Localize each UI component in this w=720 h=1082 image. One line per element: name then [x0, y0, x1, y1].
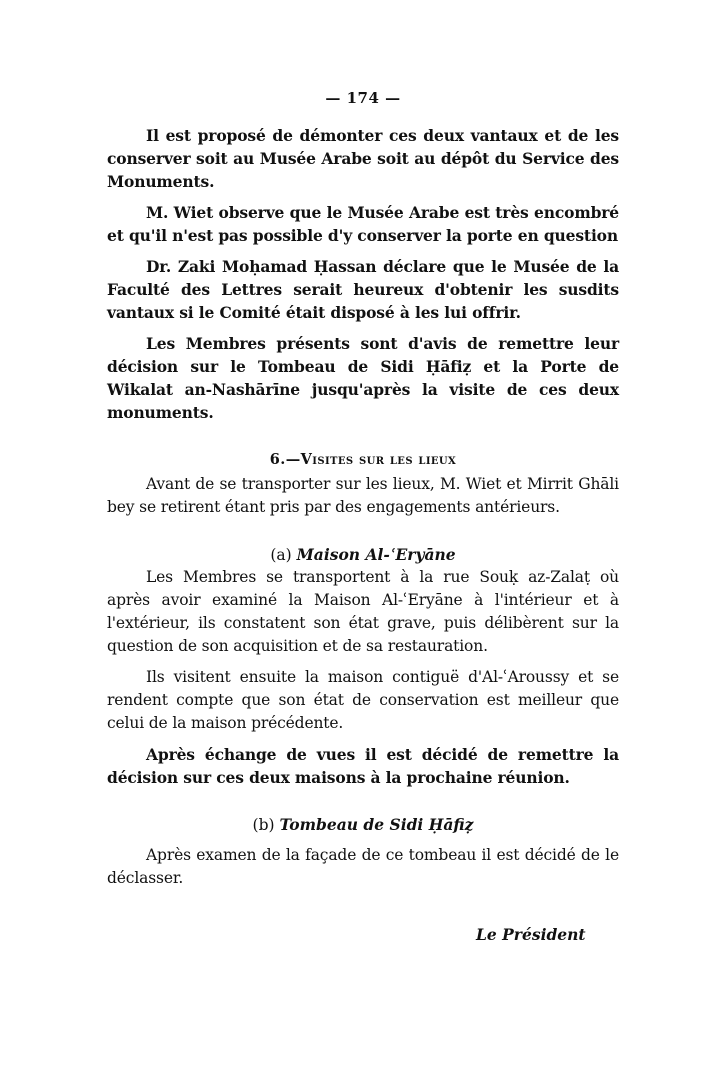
subsection-label: (a): [270, 546, 292, 564]
paragraph-section-intro: Avant de se transporter sur les lieux, M. Wiet et Mirrit Ghāli bey se retirent étant pris par des engagements antérieurs.: [107, 475, 619, 516]
paragraph-houses-decision: Après échange de vues il est décidé de remettre la décision sur ces deux maisons à la prochaine réunion.: [107, 745, 619, 787]
paragraph-aroussy-visit: Ils visitent ensuite la maison contiguë d'Al-ʿAroussy et se rendent compte que son état de conservation est meilleur que celui de la maison précédente.: [107, 668, 619, 732]
signature: Le Président: [476, 925, 586, 944]
paragraph-zaki-declaration: Dr. Zaki Moḥamad Ḥassan déclare que le Musée de la Faculté des Lettres serait heureux d'obtenir les susdits vantaux si le Comité était disposé à les lui offrir.: [107, 257, 619, 322]
page-number: — 174 —: [325, 89, 401, 107]
section-number: 6.—: [269, 451, 301, 468]
subsection-title: Tombeau de Sidi Ḥāfiẓ: [279, 815, 474, 834]
document-page: [107, 88, 619, 890]
subsection-heading-a: [107, 543, 619, 566]
subsection-heading-b: [107, 813, 619, 836]
paragraph-tomb-declassify: Après examen de la façade de ce tombeau il est décidé de le déclasser.: [107, 846, 619, 887]
paragraph-dismantle-proposal: Il est proposé de démonter ces deux vantaux et de les conserver soit au Musée Arabe soit au dépôt du Service des Monuments.: [107, 126, 619, 191]
paragraph-wiet-observation: M. Wiet observe que le Musée Arabe est très encombré et qu'il n'est pas possible d'y conserver la porte en question: [107, 203, 619, 245]
paragraph-eryane-visit: Les Membres se transportent à la rue Souḳ az-Zalaṭ où après avoir examiné la Maison Al-ʿEryāne à l'intérieur et à l'extérieur, ils constatent son état grave, puis délibèrent sur la question de son acquisition et de sa restauration.: [107, 568, 619, 655]
paragraph-members-decision: Les Membres présents sont d'avis de remettre leur décision sur le Tombeau de Sidi Ḥāfiẓ et la Porte de Wikalat an-Nashārīne jusqu'après la visite de ces deux monuments.: [107, 334, 619, 422]
section-title: Visites sur les lieux: [300, 451, 457, 468]
section-heading-6: [107, 448, 619, 471]
subsection-title: Maison Al-ʿEryāne: [296, 545, 456, 564]
subsection-label: (b): [252, 816, 275, 834]
